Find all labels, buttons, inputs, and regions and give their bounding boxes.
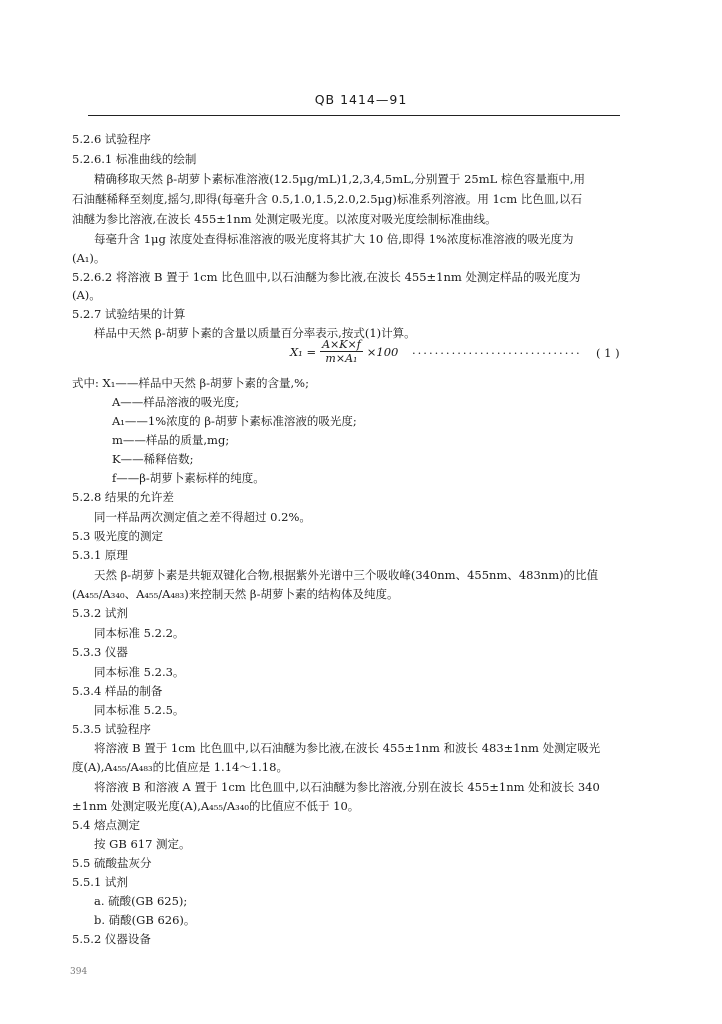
text-line: 将溶液 B 置于 1cm 比色皿中,以石油醚为参比液,在波长 455±1nm 和波长 483±1nm 处测定吸光 [94, 741, 601, 755]
text-line: (A₄₅₅/A₃₄₀、A₄₅₅/A₄₈₃)来控制天然 β-胡萝卜素的结构体及纯度。 [72, 587, 399, 601]
section-heading: 5.3.3 仪器 [72, 645, 128, 659]
section-heading: 5.3 吸光度的测定 [72, 529, 163, 543]
page-header: QB 1414—91 [314, 92, 408, 107]
text-line: 样品中天然 β-胡萝卜素的含量以质量百分率表示,按式(1)计算。 [94, 326, 416, 340]
text-line: 同本标准 5.2.5。 [94, 703, 185, 717]
section-heading: 5.3.5 试验程序 [72, 722, 151, 736]
formula-1 [290, 338, 398, 365]
definition-line: 式中: X₁——样品中天然 β-胡萝卜素的含量,%; [72, 376, 309, 390]
list-item: a. 硫酸(GB 625); [94, 894, 188, 908]
list-item: b. 硝酸(GB 626)。 [94, 913, 196, 927]
text-line: 将溶液 B 和溶液 A 置于 1cm 比色皿中,以石油醚为参比溶液,分别在波长 455±1nm 处和波长 340 [94, 780, 600, 794]
section-heading: 5.3.2 试剂 [72, 606, 128, 620]
definition-line: K——稀释倍数; [112, 452, 194, 466]
formula-fraction [320, 338, 363, 365]
section-heading: 5.5.2 仪器设备 [72, 932, 151, 946]
text-line: 石油醚稀释至刻度,摇匀,即得(每毫升含 0.5,1.0,1.5,2.0,2.5μg)标准系列溶液。用 1cm 比色皿,以石 [72, 192, 582, 206]
text-line: 天然 β-胡萝卜素是共轭双键化合物,根据紫外光谱中三个吸收峰(340nm、455nm、483nm)的比值 [94, 568, 599, 582]
page-number: 394 [70, 967, 88, 977]
text-line: 每毫升含 1μg 浓度处查得标准溶液的吸光度将其扩大 10 倍,即得 1%浓度标准溶液的吸光度为 [94, 232, 574, 246]
section-heading: 5.5.1 试剂 [72, 875, 128, 889]
section-heading: 5.5 硫酸盐灰分 [72, 856, 152, 870]
section-heading: 5.2.6.2 将溶液 B 置于 1cm 比色皿中,以石油醚为参比液,在波长 455±1nm 处测定样品的吸光度为 [72, 270, 581, 284]
section-heading: 5.3.1 原理 [72, 548, 128, 562]
header-rule [88, 115, 620, 116]
definition-line: f——β-胡萝卜素标样的纯度。 [112, 471, 265, 485]
text-line: 同一样品两次测定值之差不得超过 0.2%。 [94, 510, 311, 524]
section-heading: 5.2.8 结果的允许差 [72, 490, 174, 504]
text-line: 精确移取天然 β-胡萝卜素标准溶液(12.5μg/mL)1,2,3,4,5mL,分别置于 25mL 棕色容量瓶中,用 [94, 172, 586, 186]
section-heading: 5.2.6.1 标准曲线的绘制 [72, 152, 197, 166]
section-heading: 5.2.6 试验程序 [72, 132, 151, 146]
text-line: 度(A),A₄₅₅/A₄₈₃的比值应是 1.14～1.18。 [72, 760, 288, 774]
definition-line: A——样品溶液的吸光度; [112, 395, 240, 409]
formula-leader-dots: ······························ [412, 346, 582, 360]
definition-line: m——样品的质量,mg; [112, 433, 230, 447]
text-line: 按 GB 617 测定。 [94, 837, 191, 851]
text-line: 同本标准 5.2.3。 [94, 665, 185, 679]
text-line: 同本标准 5.2.2。 [94, 626, 185, 640]
formula-number: ( 1 ) [596, 346, 620, 360]
formula-tail: ×100 [366, 344, 399, 359]
text-line: ±1nm 处测定吸光度(A),A₄₅₅/A₃₄₀的比值应不低于 10。 [72, 799, 360, 813]
formula-denominator: m×A₁ [325, 352, 358, 365]
text-line: (A₁)。 [72, 251, 106, 265]
section-heading: 5.4 熔点测定 [72, 818, 140, 832]
section-heading: 5.2.7 试验结果的计算 [72, 307, 186, 321]
formula-lhs: X₁ = [290, 344, 317, 359]
text-line: (A)。 [72, 288, 101, 302]
formula-numerator: A×K×f [322, 338, 361, 351]
section-heading: 5.3.4 样品的制备 [72, 684, 163, 698]
definition-line: A₁——1%浓度的 β-胡萝卜素标准溶液的吸光度; [112, 414, 357, 428]
text-line: 油醚为参比溶液,在波长 455±1nm 处测定吸光度。以浓度对吸光度绘制标准曲线。 [72, 212, 497, 226]
